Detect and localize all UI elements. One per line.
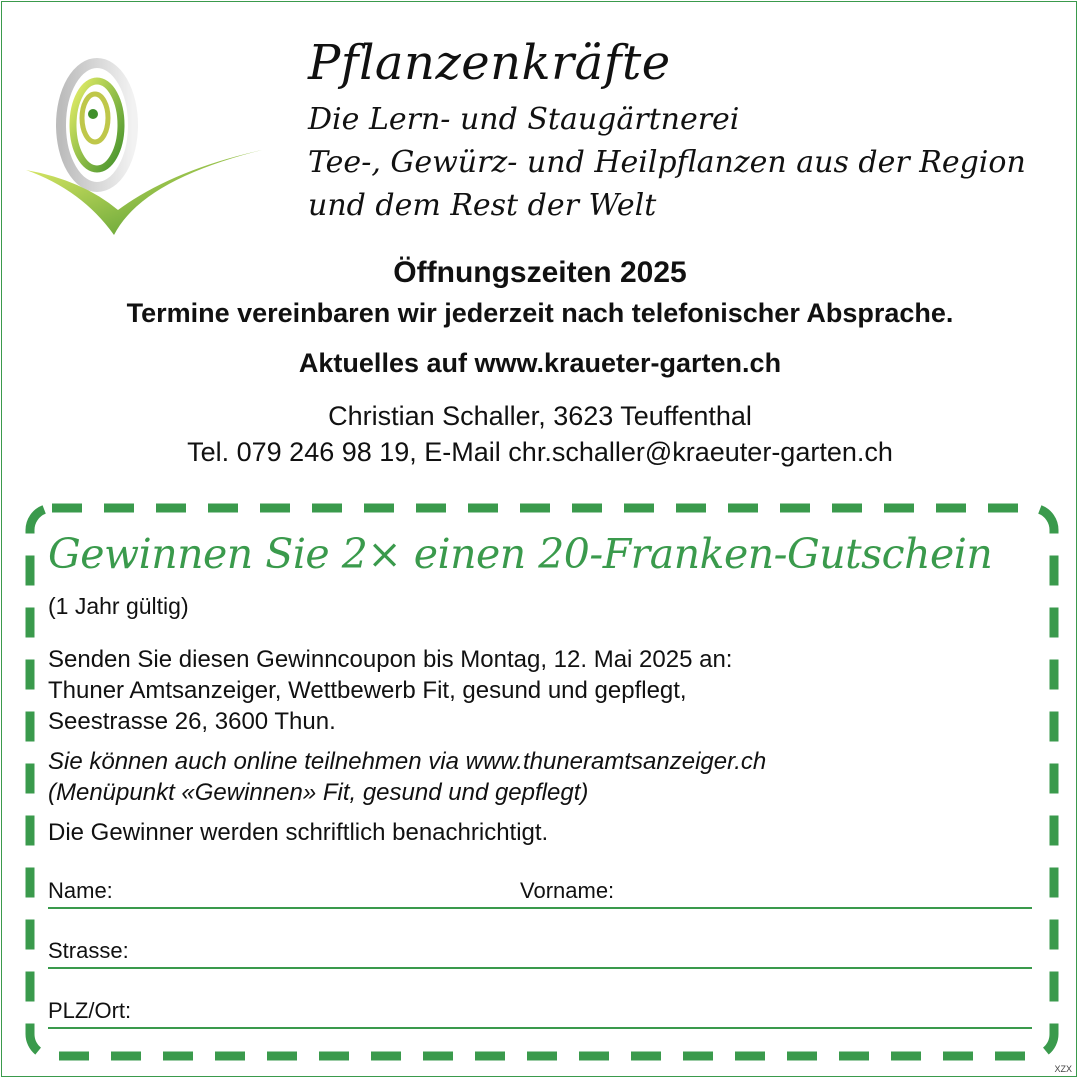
coupon-validity: (1 Jahr gültig) [48,593,189,619]
coupon-title: Gewinnen Sie 2× einen 20-Franken-Gutschein [48,530,993,578]
coupon-send-instructions [48,644,732,737]
contact-phone-email: Tel. 079 246 98 19, E-Mail chr.schaller@kraeuter-garten.ch [187,437,893,467]
brand-tagline-2: Tee-, Gewürz- und Heilpflanzen aus der Region [308,145,1026,180]
name-field-line[interactable] [48,907,1032,909]
send-line-2: Thuner Amtsanzeiger, Wettbewerb Fit, gesund und gepflegt, [48,677,687,704]
contact-address: Christian Schaller, 3623 Teuffenthal [328,401,752,431]
online-line-2: (Menüpunkt «Gewinnen» Fit, gesund und gepflegt) [48,779,589,806]
strasse-field-line[interactable] [48,967,1032,969]
brand-tagline-3: und dem Rest der Welt [308,188,657,223]
brand-tagline-1: Die Lern- und Staugärtnerei [308,102,740,137]
coupon-notify: Die Gewinner werden schriftlich benachrichtigt. [48,819,549,846]
send-line-1: Senden Sie diesen Gewinncoupon bis Montag, 12. Mai 2025 an: [48,646,733,673]
name-field-label: Name: [48,878,113,903]
send-line-3: Seestrasse 26, 3600 Thun. [48,708,336,735]
brand-name: Pflanzenkräfte [308,35,671,91]
plz-ort-field-line[interactable] [48,1027,1032,1029]
online-line-1: Sie können auch online teilnehmen via www.thuneramtsanzeiger.ch [48,748,767,775]
vorname-field-label: Vorname: [520,878,615,903]
strasse-field-label: Strasse: [48,938,129,963]
plz-ort-field-label: PLZ/Ort: [48,998,132,1023]
news-link-text: Aktuelles auf www.kraueter-garten.ch [298,348,782,378]
hours-text: Termine vereinbaren wir jederzeit nach telefonischer Absprache. [126,298,954,328]
hours-title: Öffnungszeiten 2025 [393,256,687,289]
corner-tag: XZX [1054,1064,1072,1074]
coupon-online-info [48,746,766,808]
